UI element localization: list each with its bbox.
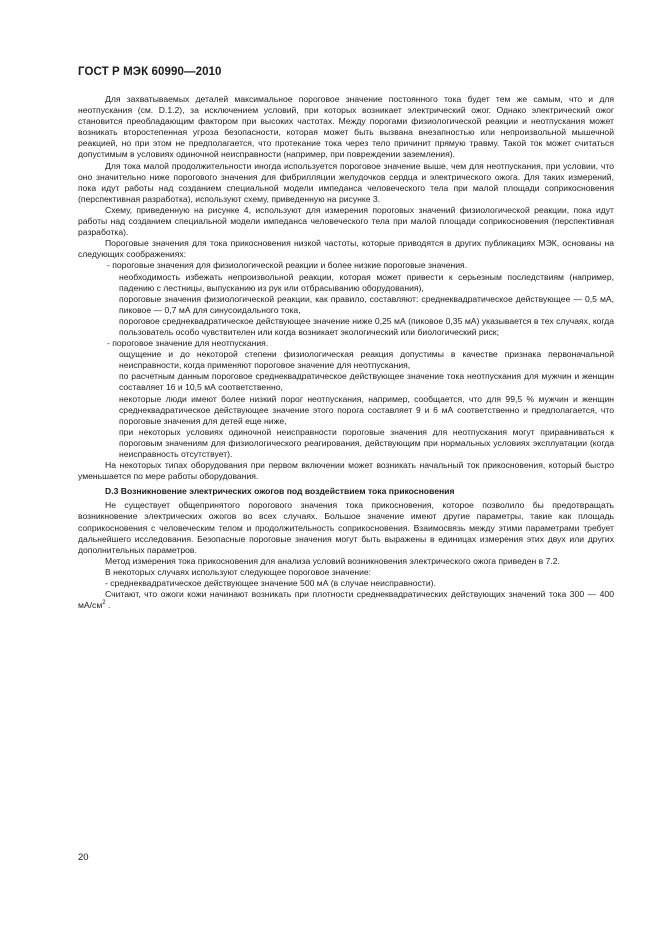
document-body xyxy=(78,94,614,611)
superscript: 2 xyxy=(102,600,106,607)
final-text: Считают, что ожоги кожи начинают возникать при плотности среднеквадратических действующих значений тока 300 — 400 мА/см xyxy=(78,589,614,611)
paragraph: В некоторых случаях используют следующее пороговое значение: xyxy=(105,566,372,577)
final-suffix: . xyxy=(105,600,111,611)
paragraph: Для тока малой продолжительности иногда используется пороговое значение выше, чем для неотпускания, при условии, что оно значительно ниже порогового значения для фибрилляции желудочков сердца и электрического ожога. Для таких измерений, пока идут работы над созданием специальной модели импеданса человеческого тела при малой площади соприкосновения (перспективная разработка), используют схему, приведенную на рисунке 3. xyxy=(78,160,614,204)
list-item: - пороговые значения для физиологической реакции и более низкие пороговые значения. xyxy=(107,260,468,271)
paragraph: На некоторых типах оборудования при первом включении может возникать начальный ток прикосновения, который быстро уменьшается по мере работы оборудования. xyxy=(78,460,614,482)
paragraph: Для захватываемых деталей максимальное пороговое значение постоянного тока будет тем же самым, что и для неотпускания (см. D.1.2), за исключением условий, при которых возникает электрический ожог. Однако электрический ожог становится преобладающим фактором при высоких частотах. Между порогами физиологической реакции и неотпускания может возникать второстепенная угроза безопасности, которая может быть вызвана внезапностью или непроизвольной мышечной реакцией, но при этом не предполагается, что протекание тока через тело причинит прямую травму. Такой ток может считаться допустимым в условиях одиночной неисправности (например, при повреждении заземления). xyxy=(78,94,614,160)
sub-list-item: некоторые люди имеют более низкий порог неотпускания, например, сообщается, что для 99,5 % мужчин и женщин среднеквадратическое действующее значение этого порога составляет 9 и 6 мА соответственно и предполагается, что пороговые значения для детей еще ниже, xyxy=(119,393,614,426)
page-number: 20 xyxy=(78,852,89,863)
sub-list-item: по расчетным данным пороговое среднеквадратическое действующее значение тока неотпускания для мужчин и женщин составляет 16 и 10,5 мА соответственно, xyxy=(119,371,614,393)
document-header: ГОСТ Р МЭК 60990—2010 xyxy=(78,66,222,78)
paragraph: - среднеквадратическое действующее значение 500 мА (в случае неисправности). xyxy=(105,578,436,589)
sub-list-item: пороговые значения физиологической реакции, как правило, составляют: среднеквадратическое действующее — 0,5 мА, пиковое — 0,7 мА для синусоидального тока, xyxy=(119,293,614,315)
sub-list-item: пороговое среднеквадратическое действующее значение ниже 0,25 мА (пиковое 0,35 мА) указывается в тех случаях, когда пользователь особо чувствителен или когда возникает экологический или биологический риск; xyxy=(119,315,614,337)
section-heading: D.3 Возникновение электрических ожогов под воздействием тока прикосновения xyxy=(105,486,455,497)
paragraph: Пороговые значения для тока прикосновения низкой частоты, которые приводятся в других публикациях МЭК, основаны на следующих соображениях: xyxy=(78,238,614,260)
paragraph: Метод измерения тока прикосновения для анализа условий возникновения электрического ожога приведен в 7.2. xyxy=(105,555,560,566)
paragraph: Не существует общепринятого порогового значения тока прикосновения, которое позволило бы предотвращать возникновение электрических ожогов во всех случаях. Большое значение имеют другие параметры, такие как площадь соприкосновения с человеческим телом и продолжительность соприкосновения. Взаимосвязь между этими параметрами требует дальнейшего исследования. Безопасные пороговые значения могут быть выражены в единицах измерения этих двух или других дополнительных параметров. xyxy=(78,500,614,555)
paragraph-final xyxy=(78,589,614,611)
paragraph: Схему, приведенную на рисунке 4, используют для измерения пороговых значений физиологической реакции, пока идут работы над созданием специальной модели импеданса человеческого тела при малой площади соприкосновения (перспективная разработка). xyxy=(78,204,614,238)
sub-list-item: при некоторых условиях одиночной неисправности пороговые значения для неотпускания могут приравниваться к пороговым значениям для физиологического реагирования, действующим при нормальных условиях эксплуатации (когда неисправность отсутствует). xyxy=(119,426,614,459)
list-item: - пороговое значение для неотпускания. xyxy=(107,338,269,349)
sub-list-item: необходимость избежать непроизвольной реакции, которая может привести к серьезным последствиям (например, падению с лестницы, выпусканию из рук или отбрасыванию оборудования), xyxy=(119,271,614,293)
sub-list-item: ощущение и до некоторой степени физиологическая реакция допустимы в качестве признака первоначальной неисправности, когда применяют пороговое значение для неотпускания, xyxy=(119,349,614,371)
